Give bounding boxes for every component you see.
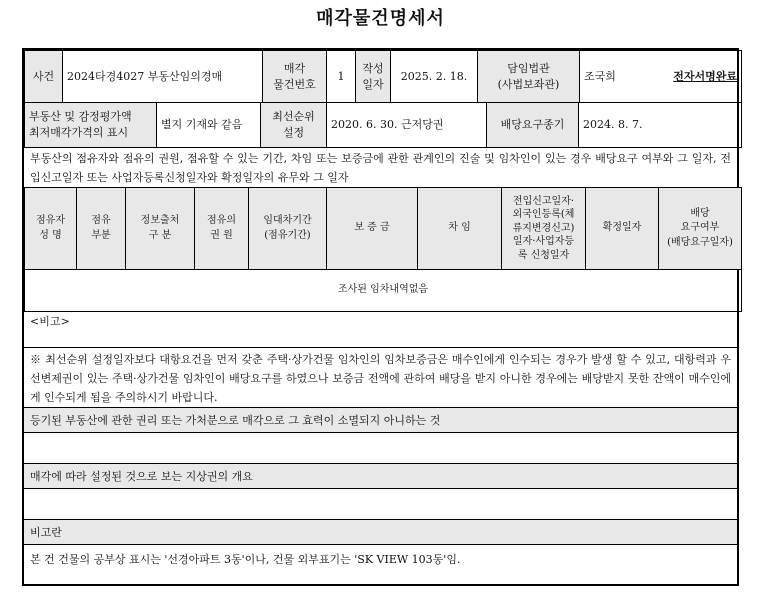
occupancy-table: [24, 187, 742, 312]
rights-section-header: [24, 408, 737, 433]
e-signature-status: 전자서명완료: [673, 69, 737, 83]
header-occupant-name: 점유자 성 명: [25, 188, 77, 270]
deadline-label: 배당요구종기: [487, 103, 579, 148]
judge-cell: [580, 51, 742, 103]
remarks-section-title: 비고란: [30, 526, 62, 539]
remarks-section-body: [24, 545, 737, 573]
document-title: 매각물건명세서: [316, 8, 445, 29]
date-label: 작성 일자: [356, 51, 391, 103]
remarks-text: 본 건 건물의 공부상 표시는 '선경아파트 3동'이나, 건물 외부표기는 'SK VIEW 103동'임.: [30, 553, 461, 566]
empty-occupancy-message: 조사된 임차내역없음: [25, 270, 742, 312]
priority-label: 최선순위 설정: [261, 103, 327, 148]
occupancy-description: 부동산의 점유자와 점유의 권원, 점유할 수 있는 기간, 차임 또는 보증금에 관한 관계인의 진술 및 임차인이 있는 경우 배당요구 여부와 그 일자, 전입신고일자 또는 사업자등록신청일자와 확정일자의 유무와 그 일자: [24, 148, 737, 188]
judge-name: 조국희: [584, 69, 616, 83]
case-number: 2024타경4027 부동산임의경매: [63, 51, 263, 103]
superficies-section-title: 매각에 따라 설정된 것으로 보는 지상권의 개요: [30, 470, 253, 483]
header-fixed-date: 확정일자: [586, 188, 659, 270]
item-number: 1: [327, 51, 356, 103]
case-label: 사건: [25, 51, 63, 103]
header-occupied-part: 점유 부분: [77, 188, 126, 270]
deadline-value: 2024. 8. 7.: [579, 103, 742, 148]
header-rent: 차 임: [418, 188, 502, 270]
header-lease-period: 임대차기간 (점유기간): [249, 188, 327, 270]
header-table: [24, 50, 742, 103]
appraisal-label: 부동산 및 감정평가액 최저매각가격의 표시: [25, 103, 157, 148]
rights-section-title: 등기된 부동산에 관한 권리 또는 가처분으로 매각으로 그 효력이 소멸되지 아니하는 것: [30, 414, 441, 427]
superficies-section-header: [24, 464, 737, 489]
priority-value: 2020. 6. 30. 근저당권: [327, 103, 487, 148]
summary-table: [24, 102, 742, 148]
judge-label: 담임법관 (사법보좌관): [478, 51, 580, 103]
header-occupancy-right: 점유의 권 원: [195, 188, 249, 270]
appraisal-value: 별지 기재와 같음: [157, 103, 261, 148]
header-dividend-request: 배당 요구여부 (배당요구일자): [659, 188, 742, 270]
remarks-section-header: [24, 520, 737, 545]
item-number-label: 매각 물건번호: [263, 51, 327, 103]
creation-date: 2025. 2. 18.: [391, 51, 478, 103]
remarks-area: [24, 312, 737, 348]
header-info-source: 정보출처 구 분: [126, 188, 195, 270]
superficies-section-body: [24, 489, 737, 520]
header-deposit: 보 증 금: [327, 188, 418, 270]
header-move-in-date: 전입신고일자· 외국인등록(체 류지변경신고) 일자·사업자등 록 신청일자: [502, 188, 586, 270]
remarks-label: <비고>: [30, 315, 70, 328]
notice-text: ※ 최선순위 설정일자보다 대항요건을 먼저 갖춘 주택·상가건물 임차인의 임차보증금은 매수인에게 인수되는 경우가 발생 할 수 있고, 대항력과 우선변제권이 있는 주택·상가건물 임차인이 배당요구를 하였으나 보증금 전액에 관하여 배당을 받지 아니한 경우에는 배당받지 못한 잔액이 매수인에게 인수되게 됨을 주의하시기 바랍니다.: [24, 348, 737, 408]
rights-section-body: [24, 433, 737, 464]
sale-item-statement: [22, 48, 739, 586]
